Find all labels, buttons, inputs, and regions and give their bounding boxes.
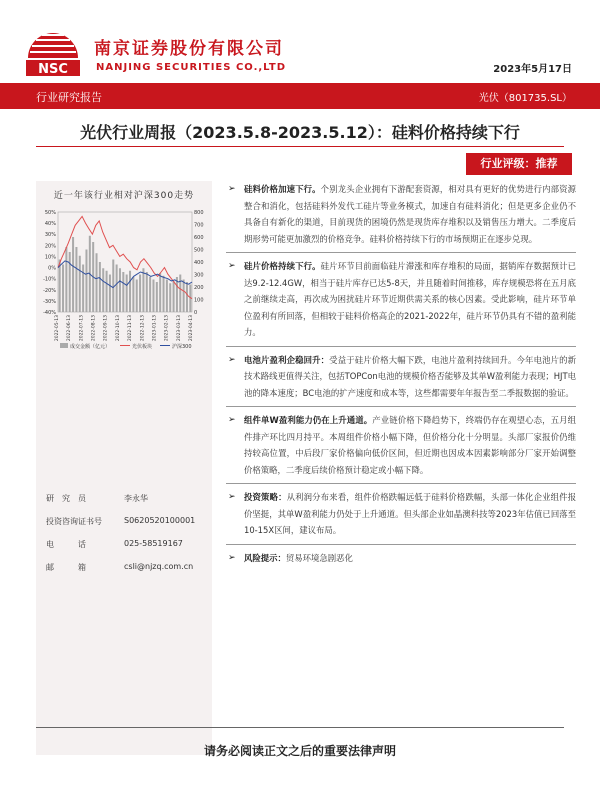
report-title: 光伏行业周报（2023.5.8-2023.5.12）：硅料价格持续下行	[80, 123, 520, 142]
x-tick-label: 2023-01-13	[152, 315, 158, 342]
volume-bar	[152, 280, 154, 313]
plot-frame	[58, 212, 192, 312]
phone-label: 电 话	[46, 540, 86, 549]
rating-value: 推荐	[535, 157, 558, 170]
volume-bar	[146, 272, 148, 312]
y-right-tick-label: 400	[194, 260, 204, 266]
x-tick-label: 2022-09-13	[103, 315, 109, 342]
license-label: 投资咨询证书号	[46, 517, 102, 526]
volume-bar	[132, 277, 134, 312]
license-number: S0620520100001	[124, 516, 196, 525]
volume-bar	[116, 265, 118, 313]
divider	[226, 252, 576, 253]
volume-bar	[99, 262, 101, 312]
x-tick-label: 2022-12-13	[140, 315, 146, 342]
x-tick-label: 2022-11-13	[128, 315, 134, 342]
y-left-tick-label: 10%	[44, 254, 56, 261]
volume-bar	[179, 275, 181, 313]
y-left-tick-label: 20%	[44, 243, 56, 250]
report-category: 行业研究报告	[36, 91, 102, 104]
volume-bar	[119, 268, 121, 312]
company-name-cn: 南京证券股份有限公司	[94, 39, 284, 59]
x-tick-label: 2022-08-13	[91, 315, 97, 342]
legend-label-csi300: 沪深300	[172, 344, 192, 350]
x-tick-label: 2023-02-13	[164, 315, 170, 342]
x-tick-label: 2023-04-13	[189, 315, 194, 342]
volume-bar	[156, 282, 158, 312]
x-tick-label: 2022-10-13	[115, 315, 121, 342]
volume-bar	[102, 268, 104, 312]
pv-sector-line	[58, 216, 192, 298]
footer-divider	[36, 727, 564, 728]
csi300-line	[58, 261, 192, 288]
volume-bar	[142, 268, 144, 312]
company-logo	[22, 18, 84, 80]
volume-bar	[176, 277, 178, 312]
email-address: csli@njzq.com.cn	[124, 562, 194, 571]
y-left-tick-label: 30%	[44, 232, 56, 239]
legend-label-volume: 成交金额（亿元）	[70, 344, 111, 350]
volume-bar	[183, 280, 185, 313]
y-right-tick-label: 500	[194, 247, 204, 254]
bullet-cell: ➢ 电池片盈利企稳回升：受益于硅片价格大幅下跌，电池片盈利持续回升。今年电池片的新技术路线更值得关注，包括TOPCon电池的规模价格否能够及其单W盈利能力表现；HJT电池的降本速度；BC电池的扩产速度和成本等，这些都需要年年报告至二季报数据的验证。	[226, 352, 576, 402]
relative-performance-chart	[36, 202, 212, 352]
y-right-tick-label: 700	[194, 222, 204, 229]
volume-bar	[159, 273, 161, 312]
volume-bar	[59, 260, 61, 313]
volume-bar	[79, 256, 81, 312]
volume-bar	[129, 271, 131, 312]
volume-bar	[149, 277, 151, 312]
industry-code: 光伏（801735.SL）	[478, 93, 572, 104]
volume-bar	[169, 283, 171, 312]
y-right-tick-label: 200	[194, 285, 204, 291]
volume-bar	[65, 247, 67, 312]
volume-bar	[173, 281, 175, 312]
y-left-tick-label: -30%	[43, 298, 56, 305]
volume-bar	[126, 275, 128, 313]
x-tick-label: 2022-06-13	[67, 315, 73, 342]
volume-bar	[112, 260, 114, 313]
chart-title: 近一年该行业相对沪深300走势	[53, 191, 195, 201]
volume-bar	[163, 276, 165, 312]
arrow-icon: ➢	[228, 492, 236, 502]
volume-bar	[136, 280, 138, 313]
bullet-risk: ➢ 风险提示：贸易环境急剧恶化	[226, 550, 576, 567]
volume-bar	[106, 271, 108, 312]
arrow-icon: ➢	[228, 552, 236, 563]
y-right-tick-label: 300	[194, 272, 204, 279]
volume-bar	[96, 253, 98, 312]
y-left-tick-label: -10%	[43, 276, 56, 283]
y-right-tick-label: 100	[194, 297, 204, 304]
volume-bar	[139, 275, 141, 313]
title-divider	[36, 146, 564, 147]
y-right-tick-label: 800	[194, 210, 204, 216]
y-right-tick-label: 600	[194, 235, 204, 241]
y-left-tick-label: 40%	[44, 221, 56, 228]
phone-number: 025-58519167	[124, 539, 183, 548]
volume-bar	[72, 237, 74, 312]
x-tick-label: 2022-07-13	[79, 315, 85, 342]
rating-badge	[466, 153, 572, 175]
y-left-tick-label: 50%	[44, 210, 56, 216]
volume-bar	[122, 272, 124, 312]
bullet-wafer: ➢ 硅片价格持续下行。硅片环节目前面临硅片滞涨和库存堆积的局面，据销库存数据预计已达9.2-12.4GW，相当于硅片库存已达5-8天，并且随着时间推移，库存规模恐将在五月底之前继续走高，再次成为困扰硅片环节近期供需关系的核心因素。受此影响，硅片环节单位盈利有所回落，但相较于硅料价格高企的2021-2022年，硅片环节仍具有不错的盈利能力。	[226, 258, 576, 341]
bullet-strategy: ➢ 投资策略：从利润分布来看，组件价格跌幅远低于硅料价格跌幅，头部一体化企业组件报价坚挺，其单W盈利能力仍处于上升通道。但头部企业如晶澳科技等2023年估值已回落至10-15X区间，建议布局。	[226, 489, 576, 539]
logo-text: NSC	[38, 62, 68, 77]
bullet-polysilicon: ➢ 硅料价格加速下行。个别龙头企业拥有下游配套资源，相对具有更好的优势进行内部资源整合和消化，包括硅料外发代工硅片等业务模式，加速自有硅料消化；但是更多企业仍不具备自有新化的渠道，目前现货的困境仍然是现货库存堆积以及销售压力增大。二季度后期形势可能更加激烈的价格竞争。硅料价格持续下行的市场预期正在逐步兑现。	[226, 181, 576, 247]
volume-bar	[85, 250, 87, 313]
divider	[226, 483, 576, 484]
divider	[226, 346, 576, 347]
divider	[226, 406, 576, 407]
legend-swatch-volume	[60, 343, 68, 348]
volume-bar	[62, 265, 64, 313]
y-right-tick-label: 0	[194, 310, 198, 316]
volume-bar	[186, 282, 188, 312]
y-left-tick-label: -20%	[43, 287, 56, 294]
y-left-tick-label: 0%	[48, 265, 56, 272]
legend-label-pv: 光伏板块	[132, 344, 153, 350]
volume-bar	[69, 252, 71, 312]
email-label: 邮 箱	[46, 563, 86, 572]
arrow-icon: ➢	[228, 184, 236, 194]
report-body	[226, 181, 576, 566]
analyst-name-label: 研 究 员	[46, 494, 86, 503]
legal-notice: 请务必阅读正文之后的重要法律声明	[203, 744, 396, 758]
report-date: 2023年5月17日	[493, 64, 572, 75]
divider	[226, 544, 576, 545]
analyst-name: 李永华	[124, 494, 148, 503]
volume-bar	[166, 280, 168, 313]
y-left-tick-label: -40%	[43, 310, 56, 316]
volume-bar	[109, 275, 111, 313]
company-name-en: NANJING SECURITIES CO.,LTD	[96, 62, 287, 73]
x-tick-label: 2023-03-13	[176, 315, 182, 342]
bullet-module: ➢ 组件单W盈利能力仍在上升通道。产业链价格下降趋势下，终端仍存在观望心态，五月组件排产环比四月持平。本周组件价格小幅下降，但价格分化十分明显。头部厂家报价仍维持较高位置，中后段厂家价格偏向低价区间，但近期也因成本因素影响部分厂家开始调整价格策略，二季度后续价格预计稳定或小幅下降。	[226, 412, 576, 478]
arrow-icon: ➢	[228, 415, 236, 425]
rating-label: 行业评级：	[480, 157, 536, 170]
arrow-icon: ➢	[228, 354, 236, 365]
x-tick-label: 2022-05-13	[55, 315, 60, 342]
arrow-icon: ➢	[228, 261, 236, 271]
volume-bar	[75, 247, 77, 312]
